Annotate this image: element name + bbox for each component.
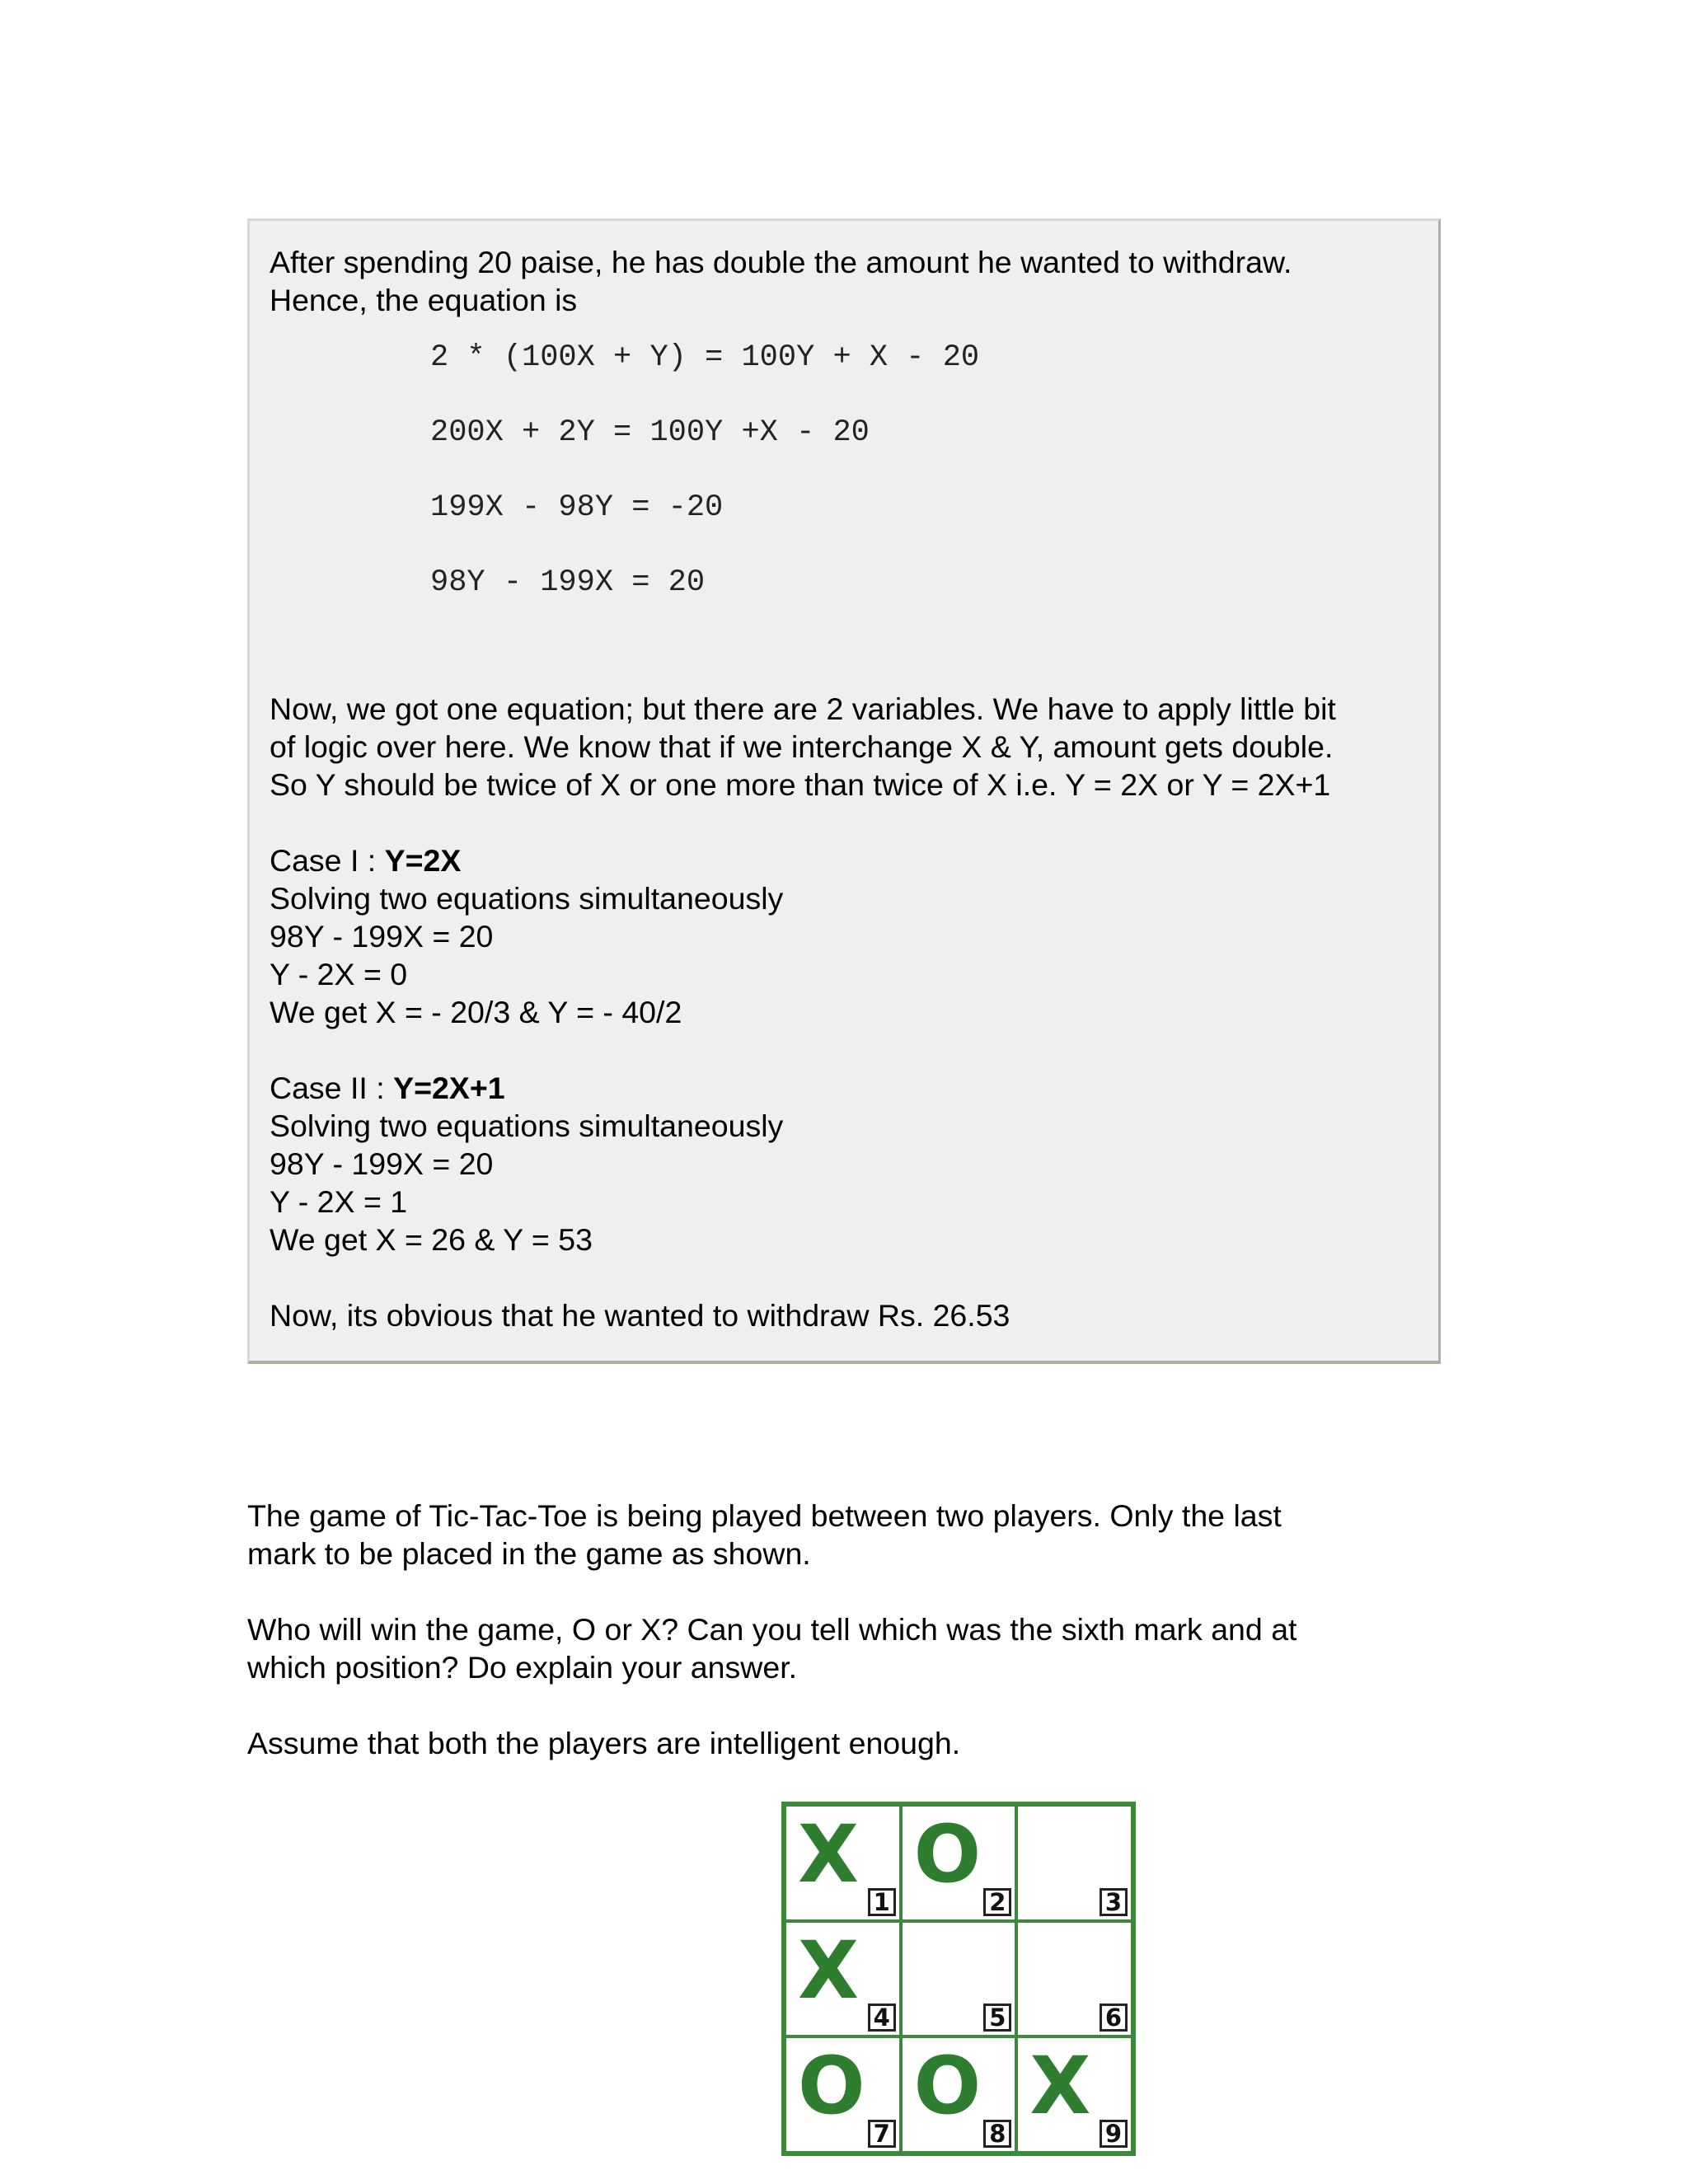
case-2-prefix: Case II : — [270, 1071, 394, 1105]
question-line: The game of Tic-Tac-Toe is being played between two players. Only the last — [247, 1498, 1282, 1533]
cell-mark: X — [1029, 2040, 1090, 2133]
case-1-formula: Y=2X — [384, 843, 462, 878]
case-2-line: We get X = 26 & Y = 53 — [270, 1222, 593, 1257]
board-cell-7 — [785, 2036, 901, 2153]
cell-number: 3 — [1100, 1888, 1128, 1916]
case-1-heading — [270, 841, 1438, 879]
cell-number: 7 — [868, 2120, 896, 2148]
logic-line-1: Now, we got one equation; but there are 2 variables. We have to apply little bit — [270, 691, 1336, 726]
board-cell-2 — [901, 1805, 1017, 1921]
equation-2: 200X + 2Y = 100Y +X - 20 — [430, 415, 870, 450]
case-2-line: 98Y - 199X = 20 — [270, 1146, 494, 1181]
answer-box — [247, 218, 1441, 1364]
case-1-line: We get X = - 20/3 & Y = - 40/2 — [270, 995, 682, 1029]
intro-line-1: After spending 20 paise, he has double the amount he wanted to withdraw. — [270, 245, 1292, 279]
logic-line-2: of logic over here. We know that if we interchange X & Y, amount gets double. — [270, 729, 1334, 764]
equation-4: 98Y - 199X = 20 — [430, 565, 706, 600]
cell-number: 2 — [983, 1888, 1011, 1916]
cell-number: 1 — [868, 1888, 896, 1916]
cell-number: 4 — [868, 2004, 896, 2032]
cell-number: 8 — [983, 2120, 1011, 2148]
intro-line-2: Hence, the equation is — [270, 283, 578, 317]
question-line: which position? Do explain your answer. — [247, 1650, 798, 1685]
logic-line-3: So Y should be twice of X or one more than twice of X i.e. Y = 2X or Y = 2X+1 — [270, 767, 1331, 802]
board-cell-1 — [785, 1805, 901, 1921]
equation-3: 199X - 98Y = -20 — [430, 490, 724, 525]
tic-tac-toe-board — [781, 1802, 1136, 2156]
equation-block — [430, 339, 1438, 602]
case-1-line: 98Y - 199X = 20 — [270, 919, 494, 954]
conclusion: Now, its obvious that he wanted to withdraw Rs. 26.53 — [270, 1298, 1010, 1333]
case-1-prefix: Case I : — [270, 843, 385, 878]
cell-mark: O — [913, 2040, 980, 2133]
cell-mark: X — [798, 1924, 858, 2017]
board-cell-5 — [901, 1921, 1017, 2037]
cell-mark: O — [913, 1808, 980, 1900]
cell-number: 6 — [1100, 2004, 1128, 2032]
board-cell-4 — [785, 1921, 901, 2037]
cell-mark: O — [798, 2040, 864, 2133]
question-line: Who will win the game, O or X? Can you tell which was the sixth mark and at — [247, 1612, 1297, 1647]
cell-number: 9 — [1100, 2120, 1128, 2148]
board-cell-9 — [1016, 2036, 1132, 2153]
case-2-formula: Y=2X+1 — [393, 1071, 505, 1105]
board-cell-6 — [1016, 1921, 1132, 2037]
equation-1: 2 * (100X + Y) = 100Y + X - 20 — [430, 340, 980, 375]
case-1-line: Y - 2X = 0 — [270, 957, 408, 991]
case-2-line: Solving two equations simultaneously — [270, 1108, 784, 1143]
question-line: mark to be placed in the game as shown. — [247, 1536, 811, 1571]
case-2-line: Y - 2X = 1 — [270, 1184, 408, 1219]
case-2-heading — [270, 1069, 1438, 1107]
board-cell-3 — [1016, 1805, 1132, 1921]
board-cell-8 — [901, 2036, 1017, 2153]
question-line: Assume that both the players are intelligent enough. — [247, 1726, 961, 1760]
case-1-line: Solving two equations simultaneously — [270, 881, 784, 916]
cell-number: 5 — [983, 2004, 1011, 2032]
cell-mark: X — [798, 1808, 858, 1900]
puzzle-question — [247, 1497, 1442, 1762]
